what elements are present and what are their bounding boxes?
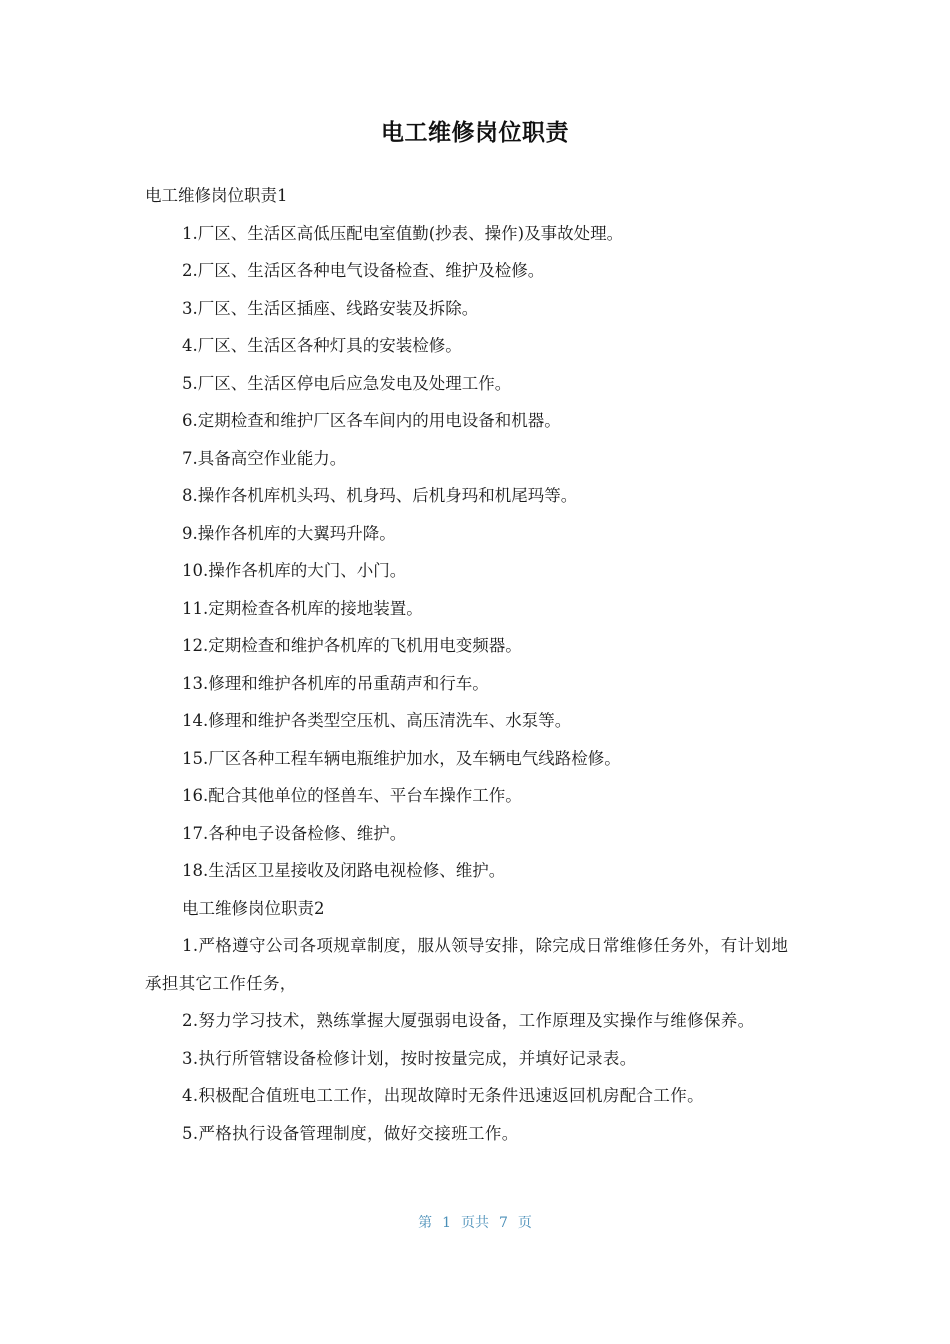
- list-item: 13.修理和维护各机库的吊重葫声和行车。: [182, 673, 489, 693]
- page-label-prefix: 第: [418, 1215, 433, 1231]
- list-item: 11.定期检查各机库的接地装置。: [182, 598, 423, 618]
- list-item: 3.执行所管辖设备检修计划，按时按量完成，并填好记录表。: [182, 1048, 637, 1068]
- list-item: 17.各种电子设备检修、维护。: [182, 823, 407, 843]
- list-item: 4.厂区、生活区各种灯具的安装检修。: [182, 336, 462, 355]
- page-label-mid: 页共: [461, 1215, 489, 1231]
- section-heading-2: 电工维修岗位职责2: [182, 898, 325, 918]
- list-item: 10.操作各机库的大门、小门。: [182, 561, 407, 580]
- list-item: 2.厂区、生活区各种电气设备检查、维护及检修。: [182, 261, 545, 280]
- total-pages-number: 7: [499, 1215, 508, 1231]
- list-item: 5.厂区、生活区停电后应急发电及处理工作。: [182, 373, 512, 393]
- list-item: 16.配合其他单位的怪兽车、平台车操作工作。: [182, 786, 522, 805]
- list-item: 18.生活区卫星接收及闭路电视检修、维护。: [182, 861, 506, 880]
- list-item: 5.严格执行设备管理制度，做好交接班工作。: [182, 1123, 519, 1143]
- list-item: 1.厂区、生活区高低压配电室值勤(抄表、操作)及事故处理。: [182, 223, 624, 243]
- list-item: 2.努力学习技术，熟练掌握大厦强弱电设备，工作原理及实操作与维修保养。: [182, 1011, 755, 1030]
- list-item: 8.操作各机库机头玛、机身玛、后机身玛和机尾玛等。: [182, 486, 578, 505]
- list-item: 9.操作各机库的大翼玛升降。: [182, 523, 396, 543]
- list-item: 6.定期检查和维护厂区各车间内的用电设备和机器。: [182, 411, 561, 430]
- list-item: 1.严格遵守公司各项规章制度，服从领导安排，除完成日常维修任务外，有计划地承担其它工作任务，: [145, 936, 789, 993]
- list-item: 14.修理和维护各类型空压机、高压清洗车、水泵等。: [182, 711, 572, 730]
- list-item: 15.厂区各种工程车辆电瓶维护加水，及车辆电气线路检修。: [182, 748, 621, 768]
- document-title: 电工维修岗位职责: [381, 120, 569, 146]
- list-item: 3.厂区、生活区插座、线路安装及拆除。: [182, 298, 479, 318]
- list-item: 7.具备高空作业能力。: [182, 448, 347, 468]
- document-body: [145, 177, 805, 1152]
- list-item: 12.定期检查和维护各机库的飞机用电变频器。: [182, 636, 522, 655]
- page-footer: [0, 1212, 950, 1232]
- current-page-number: 1: [442, 1215, 451, 1231]
- list-item: 4.积极配合值班电工工作，出现故障时无条件迅速返回机房配合工作。: [182, 1086, 704, 1105]
- page-label-suffix: 页: [517, 1215, 532, 1231]
- section-heading-1: 电工维修岗位职责1: [145, 186, 288, 205]
